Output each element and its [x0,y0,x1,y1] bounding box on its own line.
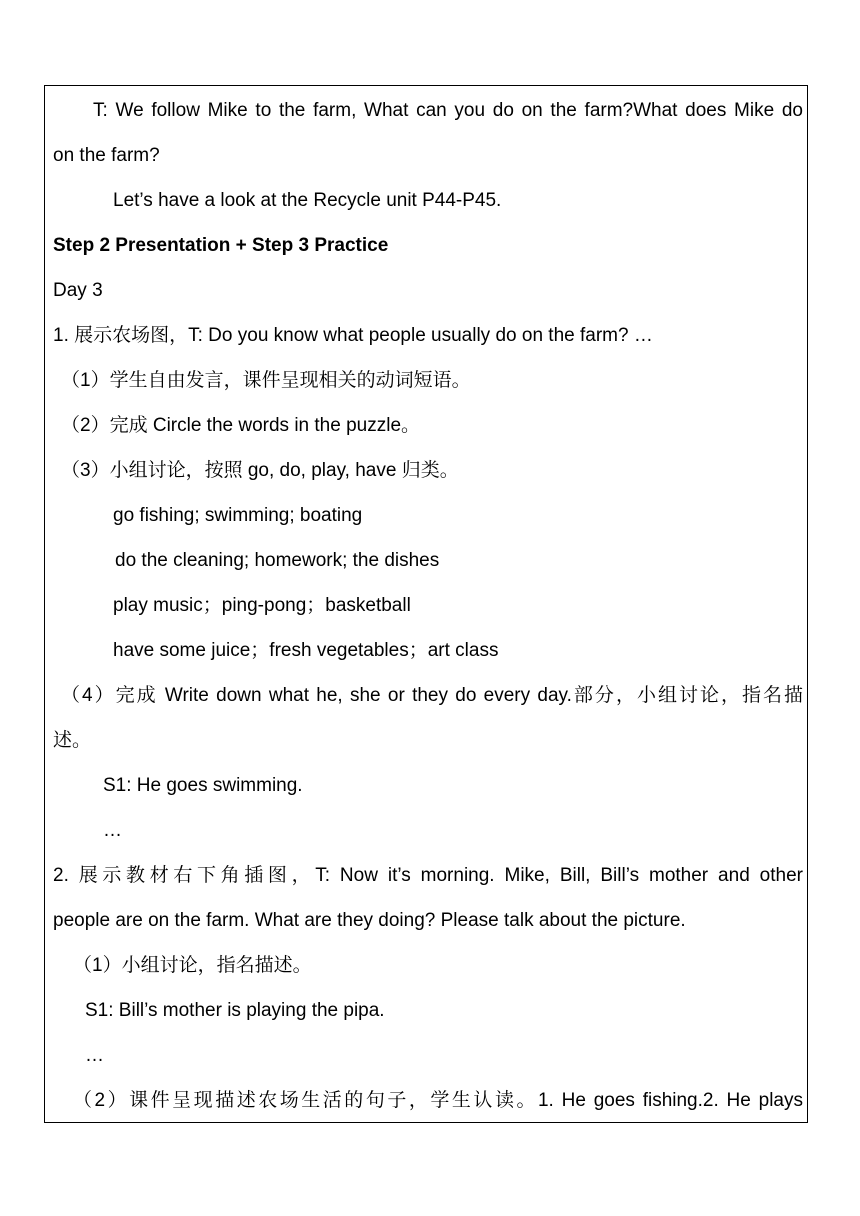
sample-answer-s1-pipa: S1: Bill’s mother is playing the pipa. [85,1000,385,1021]
sub-item-1-2: （2）完成 Circle the words in the puzzle。 [61,415,421,436]
sub-item-2-1: （1）小组讨论，指名描述。 [73,955,312,976]
text-line-intro-question: T: We follow Mike to the farm, What can you do on the farm?What does Mike do [93,100,803,121]
item-2-textbook-picture: 2. 展示教材右下角插图，T: Now it’s morning. Mike, Bill, Bill’s mother and other [53,865,803,886]
step-heading: Step 2 Presentation + Step 3 Practice [53,235,389,256]
phrase-do: do the cleaning; homework; the dishes [115,550,440,571]
day-label: Day 3 [53,280,103,301]
text-line-recycle-unit: Let’s have a look at the Recycle unit P44-P45. [113,190,502,211]
sub-item-2-2: （2）课件呈现描述农场生活的句子，学生认读。1. He goes fishing.2. He plays [73,1090,803,1111]
sample-answer-s1: S1: He goes swimming. [103,775,303,796]
sub-item-1-1: （1）学生自由发言，课件呈现相关的动词短语。 [61,370,471,391]
sub-item-1-4-cont: 述。 [53,730,92,751]
sub-item-1-4: （4）完成 Write down what he, she or they do every day.部分，小组讨论，指名描 [61,685,803,706]
phrase-have: have some juice；fresh vegetables；art class [113,640,499,661]
ellipsis-2: … [85,1045,104,1066]
phrase-play: play music；ping-pong；basketball [113,595,411,616]
lesson-table-cell [44,85,808,1123]
text-line-intro-question-cont: on the farm? [53,145,160,166]
ellipsis-1: … [103,820,122,841]
phrase-go: go fishing; swimming; boating [113,505,363,526]
sub-item-1-3: （3）小组讨论，按照 go, do, play, have 归类。 [61,460,459,481]
item-1-farm-picture: 1. 展示农场图，T: Do you know what people usually do on the farm? … [53,325,653,346]
item-2-cont: people are on the farm. What are they doing? Please talk about the picture. [53,910,686,931]
